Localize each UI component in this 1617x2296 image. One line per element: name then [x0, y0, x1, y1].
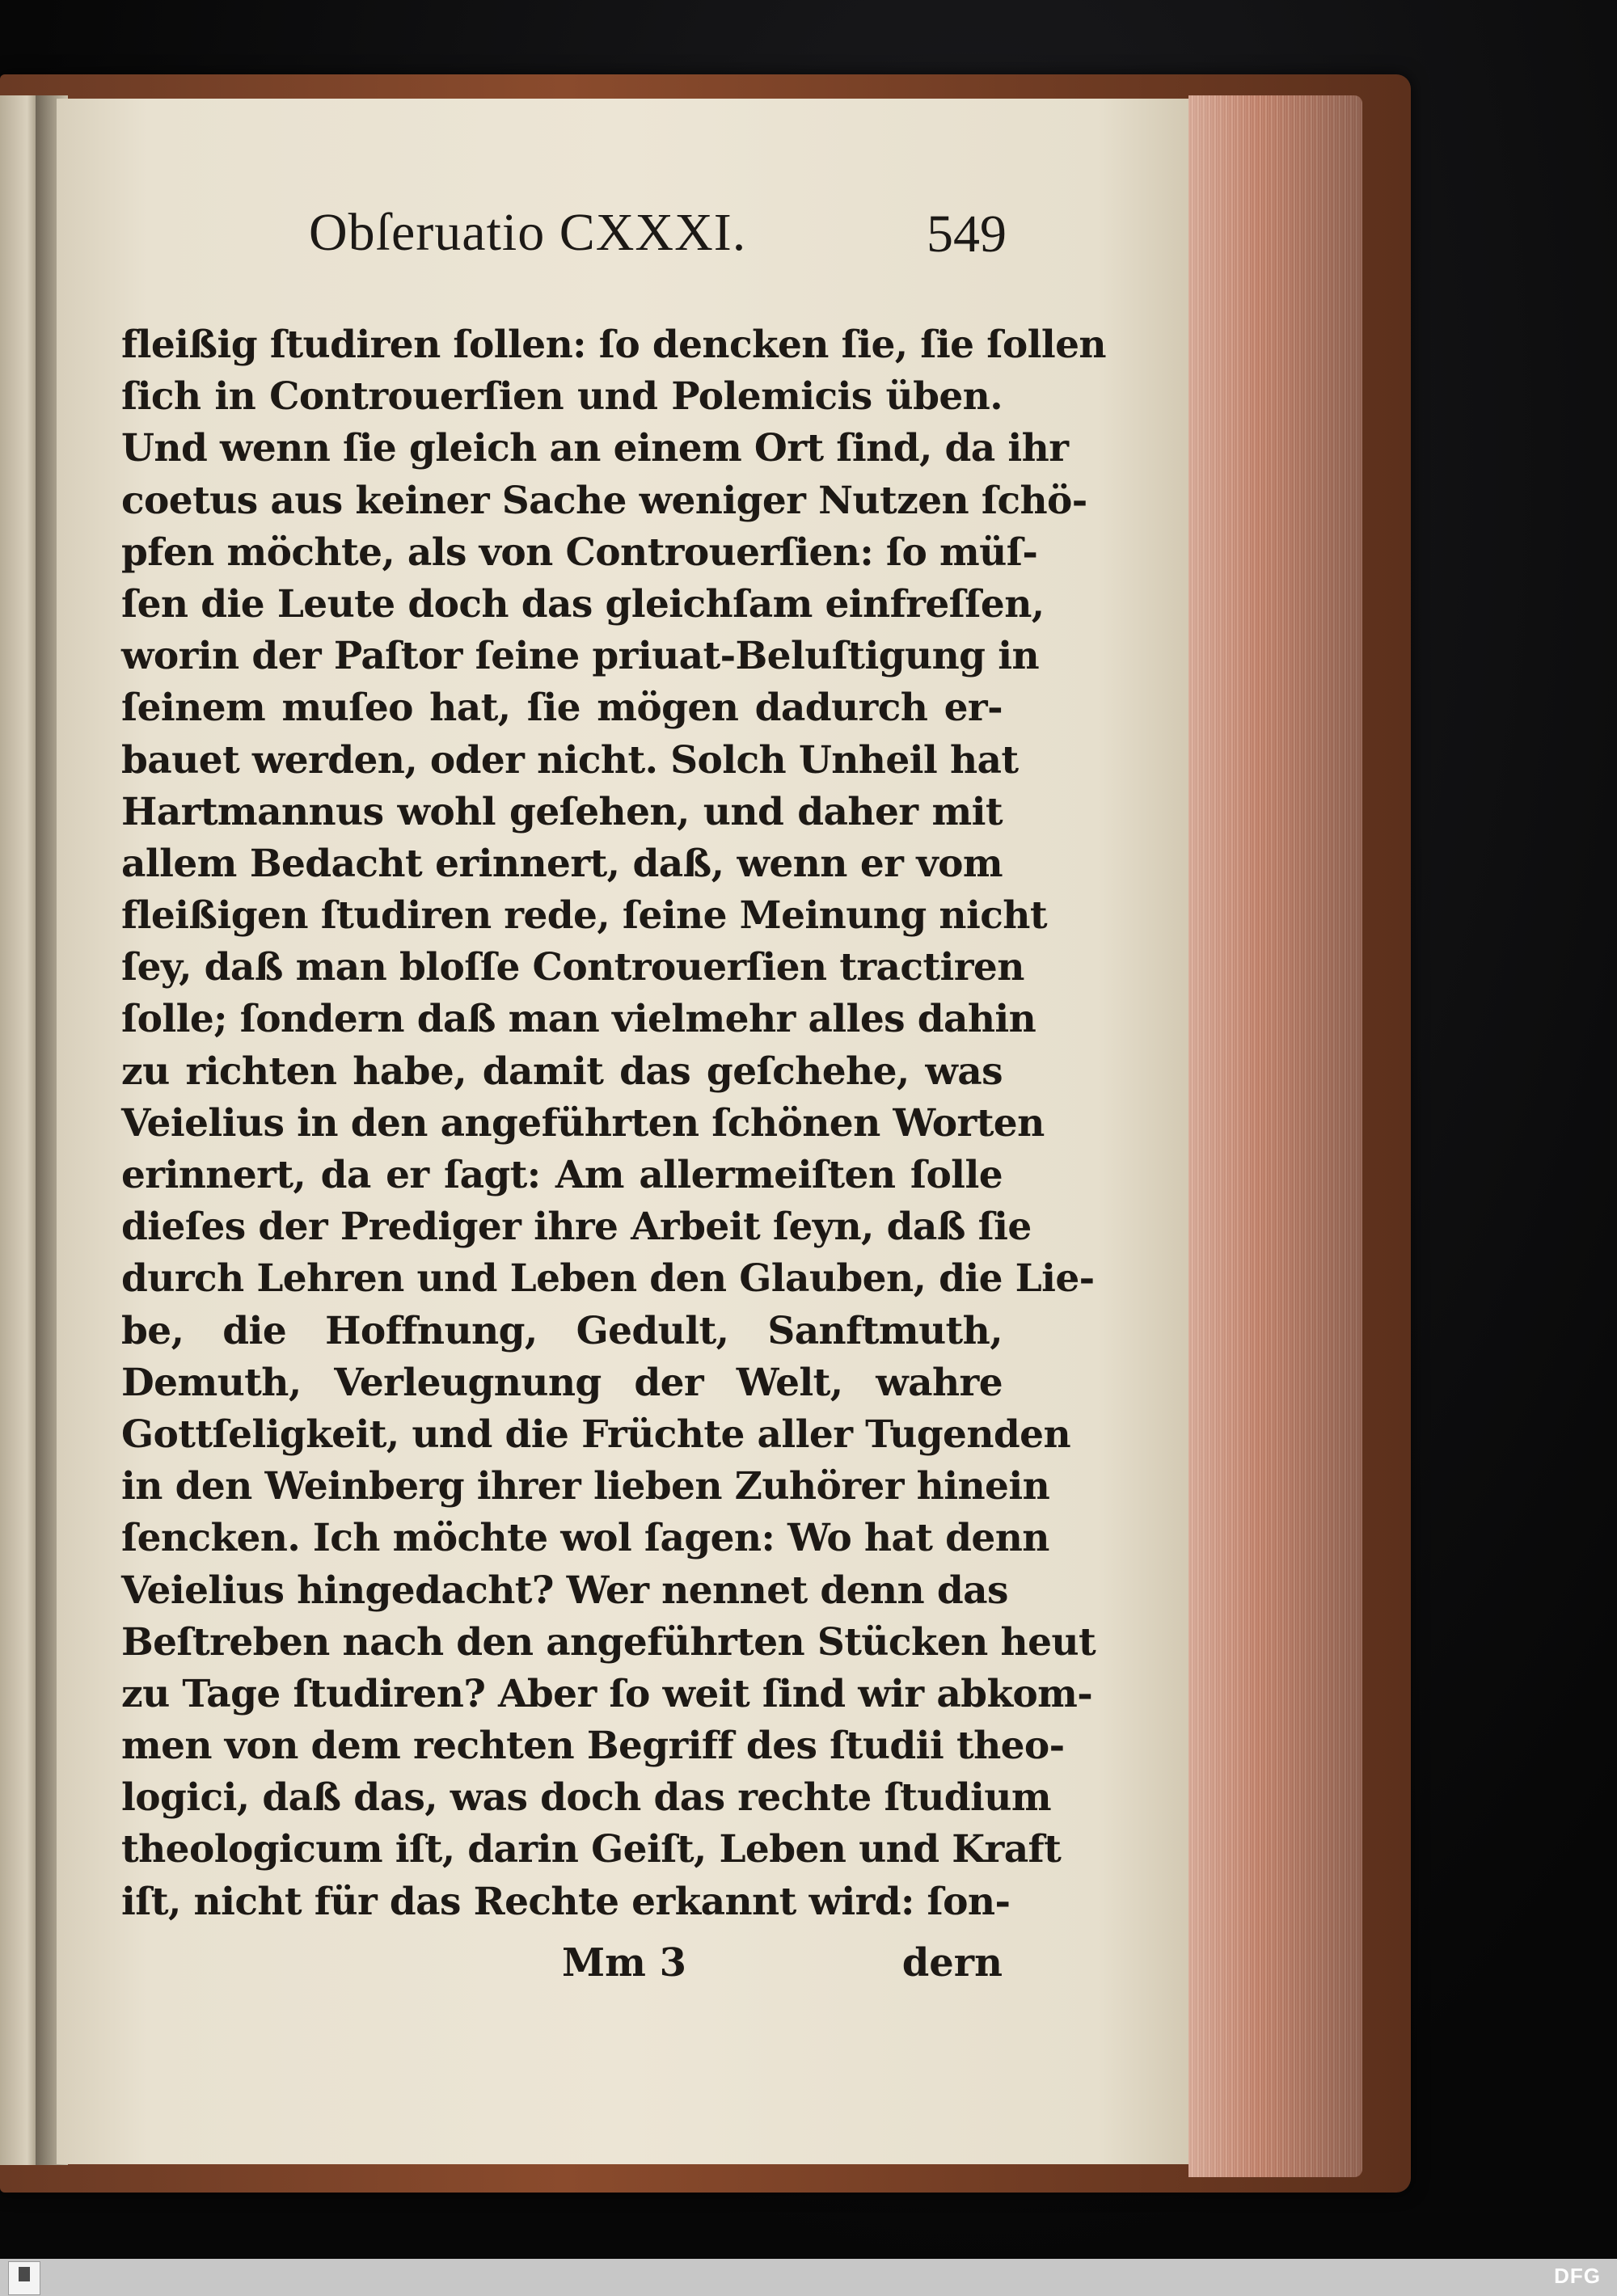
text-line: in den Weinberg ihrer lieben Zuhörer hinein — [121, 1464, 1050, 1509]
text-line: allem Bedacht erinnert, daß, wenn er vom — [121, 841, 1003, 886]
text-line: Demuth, Verleugnung der Welt, wahre — [121, 1360, 1003, 1405]
page-footer — [121, 1940, 1003, 1997]
body-text — [121, 319, 1106, 1928]
text-line: zu richten habe, damit das geſchehe, was — [121, 1049, 1003, 1094]
text-line: ſolle; ſondern daß man vielmehr alles dahin — [121, 997, 1036, 1042]
text-line: Veielius hingedacht? Wer nennet denn das — [121, 1568, 1008, 1613]
text-line: Beſtreben nach den angeführten Stücken heut — [121, 1619, 1096, 1665]
text-line: iſt, nicht für das Rechte erkannt wird: ſon- — [121, 1879, 1011, 1924]
signature-mark: Mm 3 — [562, 1940, 687, 1986]
text-line: Gottſeligkeit, und die Früchte aller Tugenden — [121, 1412, 1071, 1457]
text-line: ſen die Leute doch das gleichſam einfreſſen, — [121, 581, 1045, 627]
text-line: pfen möchte, als von Controuerſien: ſo müſ- — [121, 530, 1038, 575]
text-line: zu Tage ſtudiren? Aber ſo weit ſind wir abkom- — [121, 1671, 1093, 1716]
text-line: ſich in Controuerſien und Polemicis üben. — [121, 374, 1003, 420]
text-line: logici, daß das, was doch das rechte ſtudium — [121, 1775, 1052, 1821]
text-line: ſey, daß man bloſſe Controuerſien tractiren — [121, 945, 1024, 990]
text-line: be, die Hoffnung, Gedult, Sanftmuth, — [121, 1308, 1003, 1353]
left-facing-page — [0, 95, 39, 2165]
text-line: Veielius in den angeführten ſchönen Worten — [121, 1100, 1045, 1146]
text-line: ſeinem muſeo hat, ſie mögen dadurch er- — [121, 686, 1003, 731]
text-line: fleißig ſtudiren ſollen: ſo dencken ſie, ſie ſollen — [121, 323, 1106, 367]
text-line: Hartmannus wohl geſehen, und daher mit — [121, 789, 1003, 834]
text-line: Und wenn ſie gleich an einem Ort ſind, da ihr — [121, 426, 1069, 471]
text-line: fleißigen ſtudiren rede, ſeine Meinung nicht — [121, 893, 1047, 939]
text-line: dieſes der Prediger ihre Arbeit ſeyn, daß ſie — [121, 1205, 1032, 1250]
text-line: durch Lehren und Leben den Glauben, die Lie- — [121, 1256, 1095, 1302]
dfg-watermark: DFG — [1554, 2264, 1601, 2288]
text-line: men von dem rechten Begriff des ſtudii theo- — [121, 1724, 1065, 1769]
text-line: worin der Paſtor ſeine priuat-Beluſtigung in — [121, 634, 1040, 679]
catchword: dern — [901, 1940, 1003, 1986]
text-line: erinnert, da er ſagt: Am allermeiſten ſolle — [121, 1153, 1003, 1197]
text-line: bauet werden, oder nicht. Solch Unheil hat — [121, 737, 1019, 783]
text-line: ſencken. Ich möchte wol ſagen: Wo hat denn — [121, 1516, 1049, 1561]
viewer-bottom-strip — [0, 2259, 1617, 2296]
library-logo-icon — [8, 2261, 40, 2295]
page-header — [121, 202, 1011, 291]
text-line: coetus aus keiner Sache weniger Nutzen ſchö- — [121, 478, 1087, 523]
page-number: 549 — [927, 205, 1007, 264]
page-edges-shade — [1188, 95, 1362, 2177]
text-line: theologicum iſt, darin Geiſt, Leben und Kraft — [121, 1827, 1062, 1872]
running-title: Obſeruatio CXXXI. — [309, 203, 747, 262]
